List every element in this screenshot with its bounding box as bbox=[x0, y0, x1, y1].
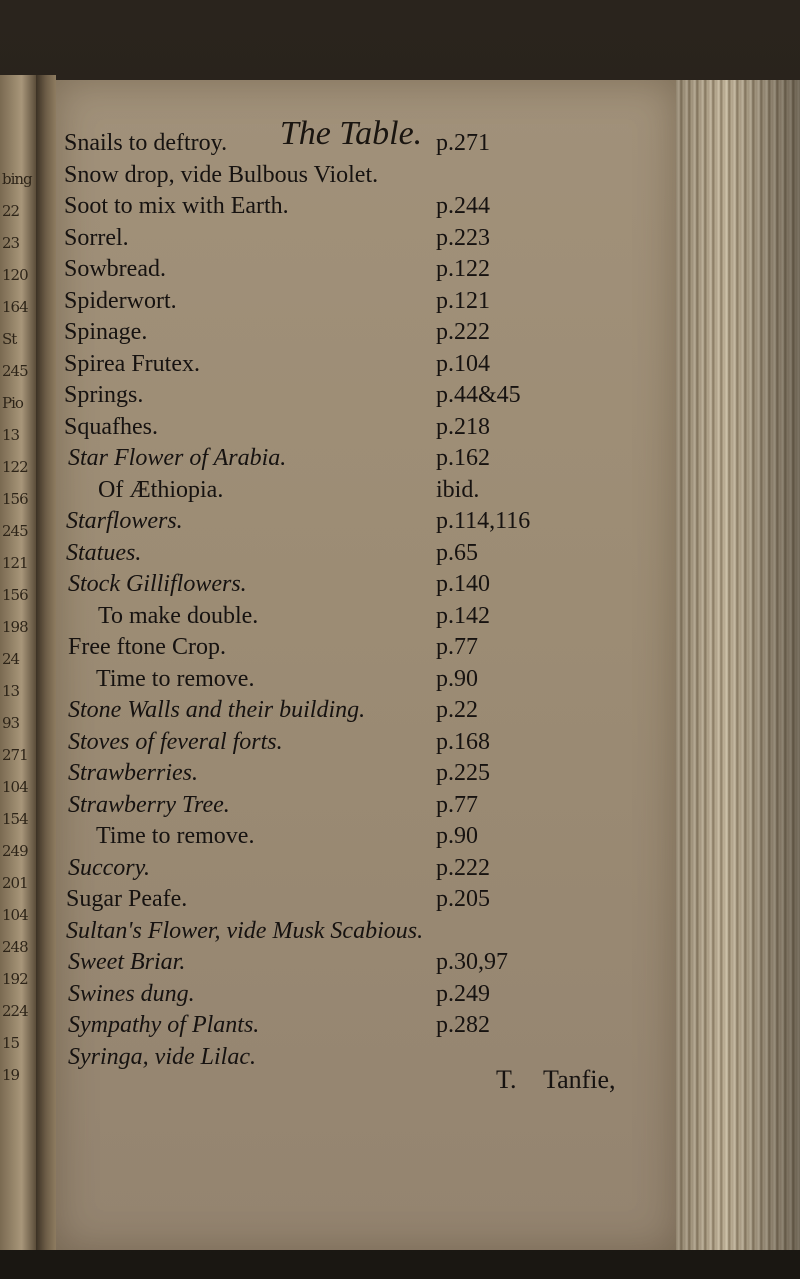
prev-page-fragment: 104 bbox=[2, 778, 28, 796]
entry-page-ref: p.244 bbox=[436, 193, 490, 219]
running-header: The Table. bbox=[279, 115, 423, 152]
prev-page-fragment: 156 bbox=[2, 490, 28, 508]
prev-page-fragment: 248 bbox=[2, 938, 28, 956]
entry-label: Sugar Peafe. bbox=[66, 886, 188, 912]
index-entry bbox=[56, 540, 656, 572]
index-entry bbox=[56, 130, 656, 162]
entry-label: To make double. bbox=[98, 602, 259, 629]
entry-page-ref: p.90 bbox=[436, 823, 478, 849]
entry-page-ref: p.225 bbox=[436, 760, 490, 786]
gutter bbox=[36, 75, 56, 1250]
entry-label: Time to remove. bbox=[96, 823, 255, 849]
entry-label: Strawberry Tree. bbox=[68, 791, 230, 818]
index-entry bbox=[56, 634, 656, 666]
index-entry bbox=[56, 949, 656, 981]
entry-page-ref: p.65 bbox=[436, 539, 478, 566]
entry-label: Syringa, vide Lilac. bbox=[68, 1043, 256, 1070]
entry-page-ref: ibid. bbox=[436, 476, 480, 503]
entry-label: Snow drop, vide Bulbous Violet. bbox=[64, 161, 379, 188]
index-entry bbox=[56, 981, 656, 1013]
index-entry bbox=[56, 760, 656, 792]
prev-page-fragment: 245 bbox=[2, 522, 28, 540]
prev-page-fragment: bing bbox=[2, 170, 32, 188]
index-entry bbox=[56, 225, 656, 257]
entry-page-ref: p.249 bbox=[436, 980, 490, 1007]
entry-page-ref: p.77 bbox=[436, 634, 478, 660]
prev-page-fragment: 93 bbox=[2, 714, 20, 732]
entry-page-ref: p.140 bbox=[436, 571, 490, 597]
entry-label: Squafhes. bbox=[64, 413, 158, 440]
entry-label: Succory. bbox=[68, 854, 150, 881]
catch-letter: T. bbox=[496, 1065, 517, 1094]
index-entry bbox=[56, 256, 656, 288]
index-entry bbox=[56, 351, 656, 383]
prev-page-fragment: 122 bbox=[2, 458, 28, 476]
entry-page-ref: p.104 bbox=[436, 350, 490, 377]
index-entry bbox=[56, 823, 656, 855]
entry-label: Spinage. bbox=[64, 319, 148, 345]
index-entry bbox=[56, 571, 656, 603]
index-entry bbox=[56, 1012, 656, 1044]
entry-page-ref: p.205 bbox=[436, 886, 490, 912]
entry-page-ref: p.142 bbox=[436, 602, 490, 629]
entry-label: Stoves of feveral forts. bbox=[68, 728, 283, 755]
index-entry bbox=[56, 886, 656, 918]
entry-label: Of Æthiopia. bbox=[98, 476, 224, 503]
entry-label: Soot to mix with Earth. bbox=[64, 193, 289, 219]
entry-label: Strawberries. bbox=[68, 760, 199, 786]
index-entry bbox=[56, 729, 656, 761]
entry-label: Spiderwort. bbox=[64, 287, 177, 314]
prev-page-fragment: 13 bbox=[2, 426, 20, 444]
entry-page-ref: p.162 bbox=[436, 445, 490, 471]
prev-page-fragment: 22 bbox=[2, 202, 20, 220]
entry-label: Statues. bbox=[66, 539, 142, 566]
entry-page-ref: p.271 bbox=[436, 130, 490, 156]
index-entry bbox=[56, 666, 656, 698]
entry-label: Star Flower of Arabia. bbox=[68, 445, 287, 471]
index-entry bbox=[56, 855, 656, 887]
index-entry bbox=[56, 445, 656, 477]
index-page bbox=[56, 80, 676, 1250]
prev-page-fragment: 154 bbox=[2, 810, 28, 828]
index-entry bbox=[56, 382, 656, 414]
entry-label: Swines dung. bbox=[68, 980, 195, 1007]
prev-page-fragment: 15 bbox=[2, 1034, 20, 1052]
prev-page-fragment: 120 bbox=[2, 266, 28, 284]
index-entry bbox=[56, 508, 656, 540]
prev-page-fragment: 245 bbox=[2, 362, 28, 380]
prev-page-fragment: Pio bbox=[2, 394, 23, 412]
prev-page-fragment: 271 bbox=[2, 746, 28, 764]
entry-page-ref: p.168 bbox=[436, 728, 490, 755]
entry-label: Sweet Briar. bbox=[68, 949, 186, 975]
prev-page-fragment: 23 bbox=[2, 234, 20, 252]
prev-page-fragment: 13 bbox=[2, 682, 20, 700]
entry-label: Sowbread. bbox=[64, 256, 166, 282]
entry-page-ref: p.122 bbox=[436, 256, 490, 282]
prev-page-fragment: 164 bbox=[2, 298, 28, 316]
index-entry bbox=[56, 477, 656, 509]
entry-label: Stock Gilliflowers. bbox=[68, 571, 247, 597]
prev-page-fragment: 224 bbox=[2, 1002, 28, 1020]
index-entry bbox=[56, 792, 656, 824]
catchword: Tanfie, bbox=[543, 1065, 616, 1094]
prev-page-fragment: 201 bbox=[2, 874, 28, 892]
entry-label: Sorrel. bbox=[64, 224, 129, 251]
prev-page-fragment: 156 bbox=[2, 586, 28, 604]
index-entry bbox=[56, 162, 656, 194]
prev-page-fragment: 121 bbox=[2, 554, 28, 572]
entry-label: Snails to deftroy. bbox=[64, 130, 228, 156]
index-entry bbox=[56, 319, 656, 351]
entry-label: Sympathy of Plants. bbox=[68, 1012, 260, 1038]
entry-label: Stone Walls and their building. bbox=[68, 697, 366, 723]
prev-page-fragment: 198 bbox=[2, 618, 28, 636]
index-entry bbox=[56, 697, 656, 729]
entry-label: Time to remove. bbox=[96, 665, 255, 692]
catch-row bbox=[56, 1065, 676, 1099]
entry-page-ref: p.114,116 bbox=[436, 508, 531, 534]
entry-page-ref: p.44&45 bbox=[436, 382, 521, 408]
index-entry bbox=[56, 193, 656, 225]
previous-page-strip bbox=[0, 75, 36, 1250]
index-entry bbox=[56, 603, 656, 635]
entry-page-ref: p.222 bbox=[436, 319, 490, 345]
prev-page-fragment: 249 bbox=[2, 842, 28, 860]
entry-page-ref: p.121 bbox=[436, 287, 490, 314]
entry-label: Spirea Frutex. bbox=[64, 350, 200, 377]
prev-page-fragment: 104 bbox=[2, 906, 28, 924]
entry-label: Free ftone Crop. bbox=[68, 634, 226, 660]
entry-label: Sultan's Flower, vide Musk Scabious. bbox=[66, 917, 424, 944]
entry-page-ref: p.77 bbox=[436, 791, 478, 818]
entry-page-ref: p.223 bbox=[436, 224, 490, 251]
prev-page-fragment: St bbox=[2, 330, 17, 348]
entry-label: Starflowers. bbox=[66, 508, 183, 534]
index-entry bbox=[56, 414, 656, 446]
page-edges bbox=[676, 80, 800, 1250]
index-entry bbox=[56, 918, 656, 950]
prev-page-fragment: 24 bbox=[2, 650, 20, 668]
entry-page-ref: p.30,97 bbox=[436, 949, 508, 975]
prev-page-fragment: 19 bbox=[2, 1066, 20, 1084]
entry-label: Springs. bbox=[64, 382, 144, 408]
prev-page-fragment: 192 bbox=[2, 970, 28, 988]
entry-page-ref: p.90 bbox=[436, 665, 478, 692]
entry-page-ref: p.282 bbox=[436, 1012, 490, 1038]
entry-page-ref: p.22 bbox=[436, 697, 478, 723]
entry-page-ref: p.222 bbox=[436, 854, 490, 881]
entry-page-ref: p.218 bbox=[436, 413, 490, 440]
index-entry bbox=[56, 288, 656, 320]
